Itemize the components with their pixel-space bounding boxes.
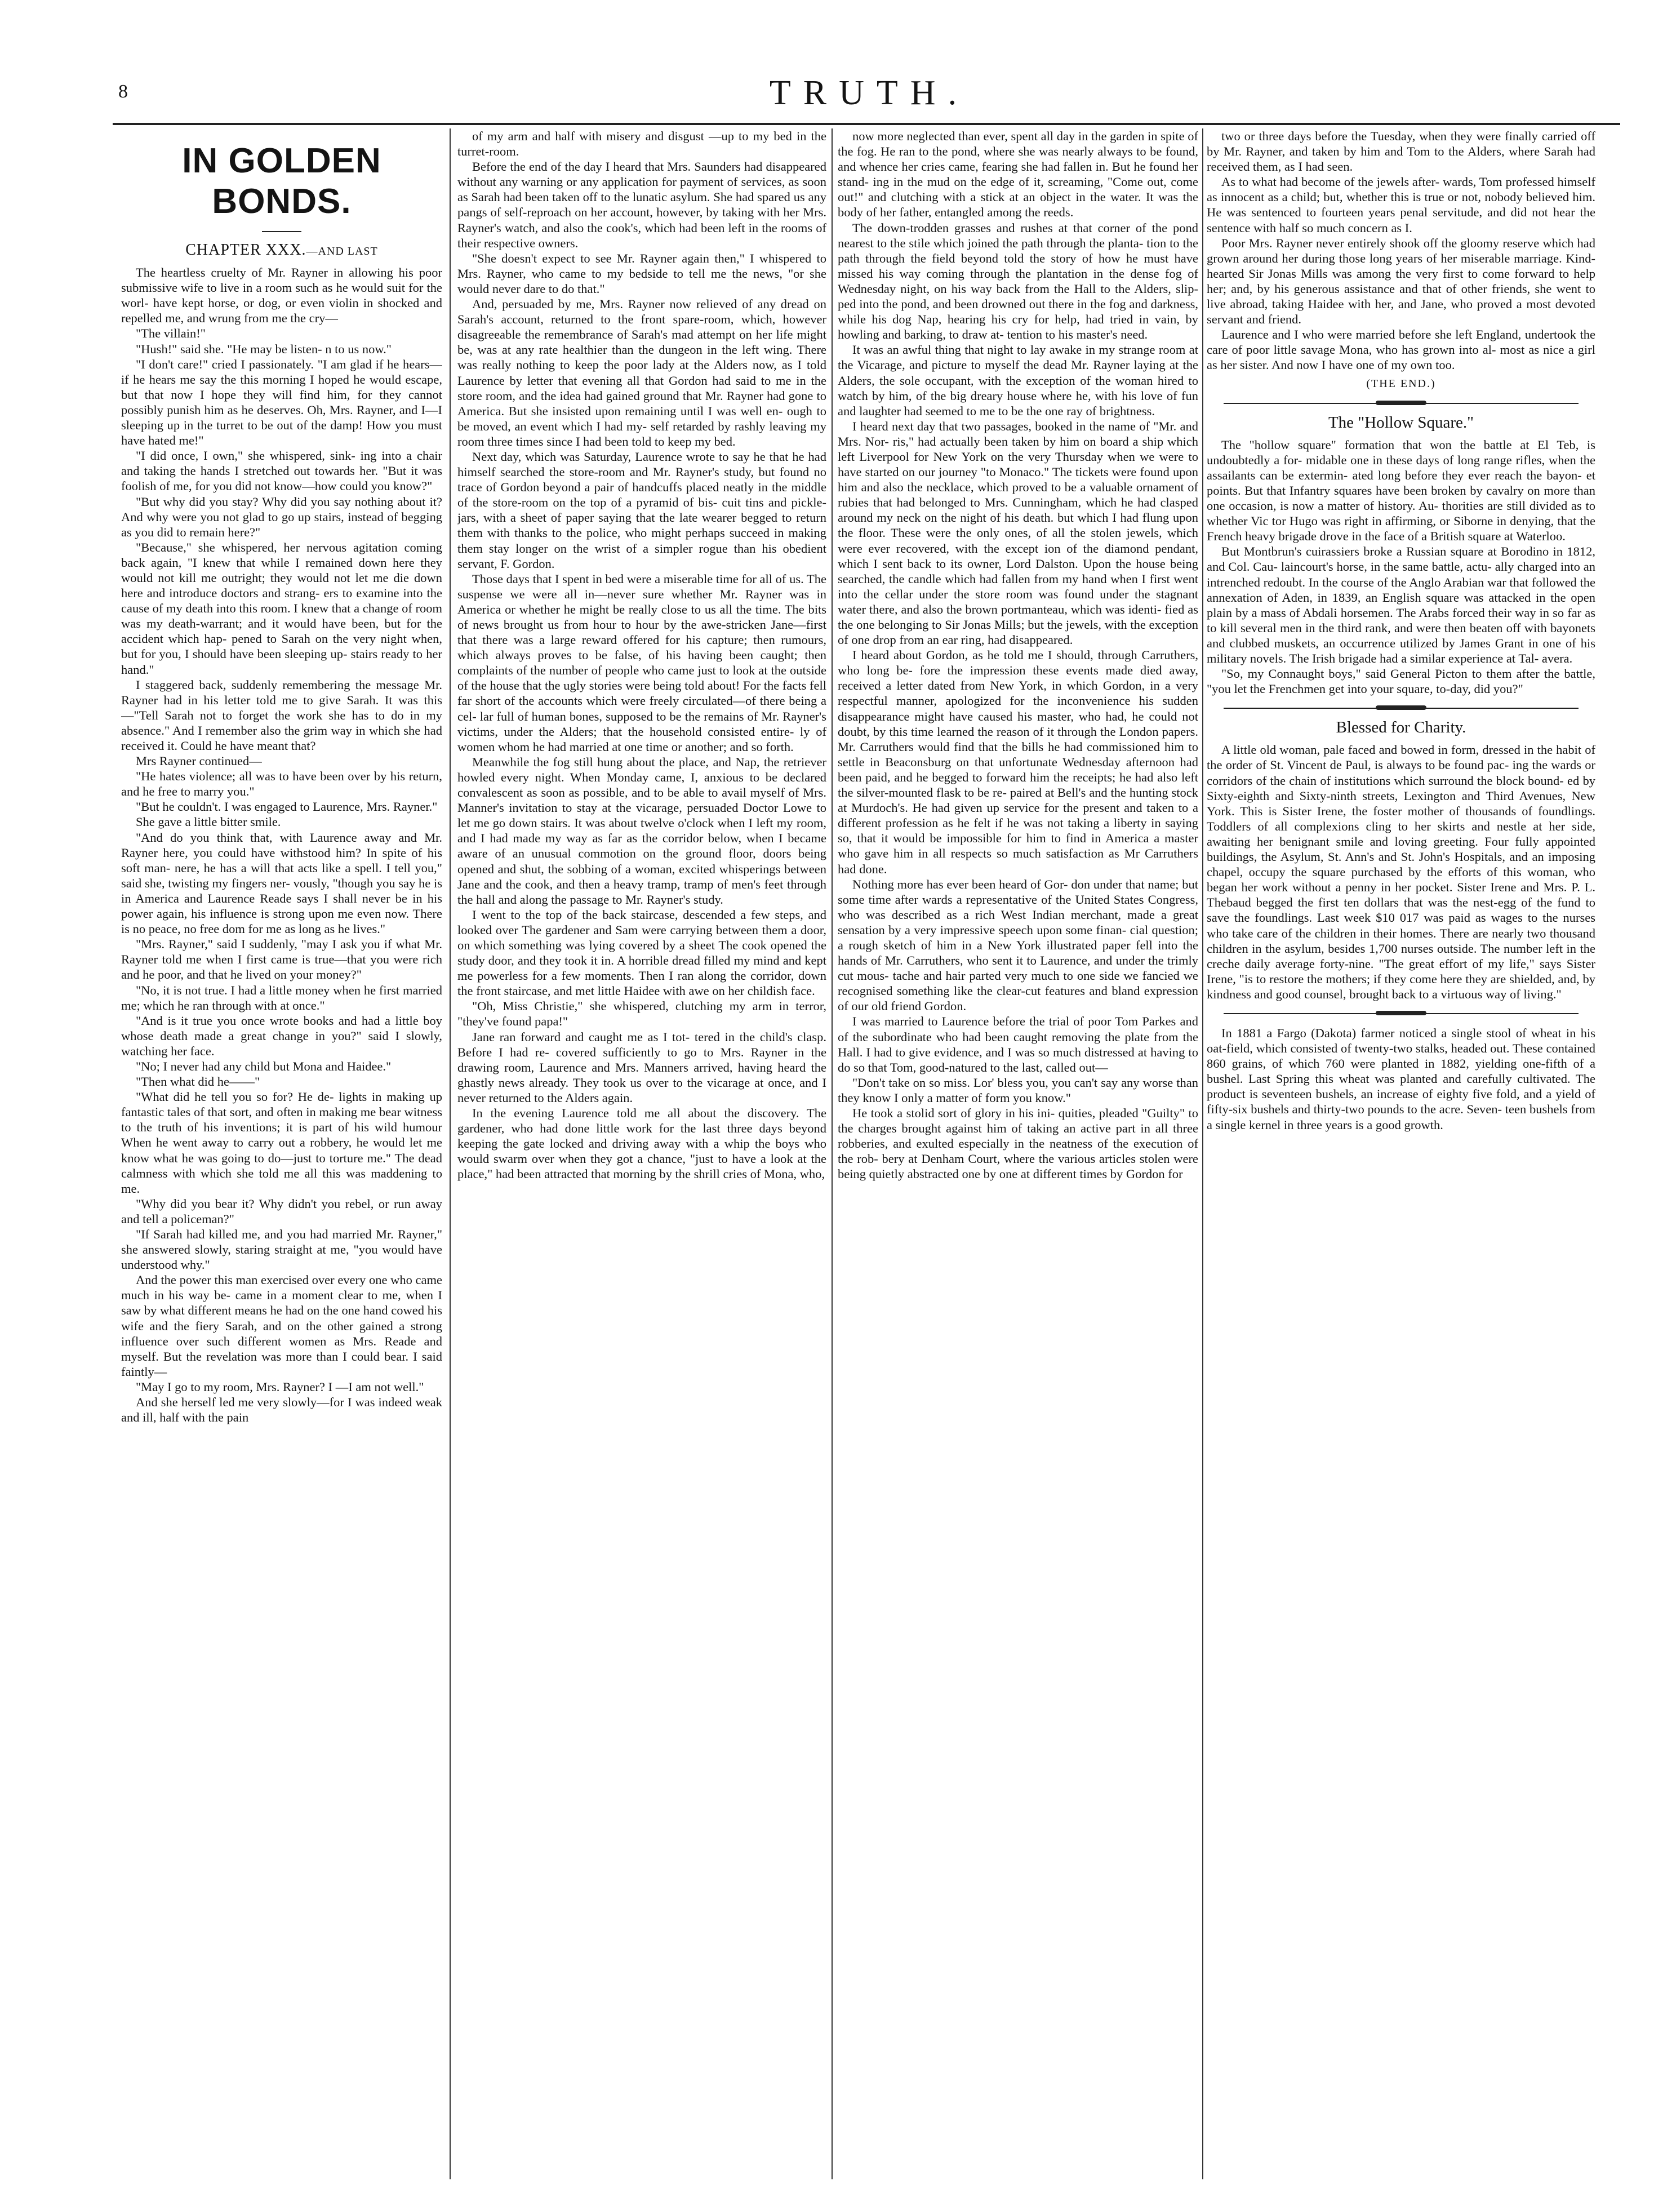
masthead-rule bbox=[113, 123, 1620, 125]
story-paragraph: I was married to Laurence before the trial of poor Tom Parkes and of the subordinate who had been caught removing the plate from the Hall. I had to give evidence, and I was so much distressed at having to do so that Tom, good-natured to the last, called out— bbox=[838, 1014, 1198, 1074]
section-separator bbox=[1207, 399, 1595, 407]
hollow-square-paragraph: The "hollow square" formation that won the battle at El Teb, is undoubtedly a for- midable one in these days of long range rifles, when the assailants can be extermin- ated long before they ever reach the bayon- et points. But that Infantry squares have been broken by cavalry on more than one occasion, is now a matter of history. Au- thorities are still divided as to whether Vic tor Hugo was right in affirming, or Siborne in denying, that the French heavy brigade drove in the face of a British square at Waterloo. bbox=[1207, 437, 1595, 544]
column-rule bbox=[832, 128, 833, 2179]
story-paragraph: He took a stolid sort of glory in his ini- quities, pleaded "Guilty" to the charges brought against him of taking an active part in all three robberies, and exulted especially in the neatness of the execution of the rob- bery at Denham Court, where the various articles stolen were being quietly abstracted one by one at different times by Gordon for bbox=[838, 1106, 1198, 1181]
story-paragraph: Nothing more has ever been heard of Gor- don under that name; but some time after wards a representative of the United States Congress, who was described as a rich West Indian merchant, made a great sensation by a very impressive speech upon some finan- cial question; a rough sketch of him in a New York illustrated paper fell into the hands of Mr. Carruthers, who sent it to Laurence, and under the trimly cut mous- tache and hair parted very much to one side we fancied we recognised something like the clear-cut features and bland expression of our old friend Gordon. bbox=[838, 877, 1198, 1014]
story-paragraph: "If Sarah had killed me, and you had married Mr. Rayner," she answered slowly, staring straight at me, "you would have understood why." bbox=[121, 1227, 442, 1272]
story-paragraph: "But why did you stay? Why did you say nothing about it? And why were you not glad to go up stairs, instead of begging as you did to remain here?" bbox=[121, 494, 442, 539]
column-2 bbox=[457, 128, 826, 2179]
story-paragraph: "She doesn't expect to see Mr. Rayner again then," I whispered to Mrs. Rayner, who came to my bedside to tell me the news, "or she would never dare to do that." bbox=[457, 251, 826, 296]
story-paragraph: I went to the top of the back staircase, descended a few steps, and looked over The gardener and Sam were carrying between them a door, on which something was lying covered by a sheet The cook opened the study door, and they took it in. A horrible dread filled my mind and kept me powerless for a few moments. Then I ran along the corridor, down the front staircase, and met little Haidee with awe on her childish face. bbox=[457, 907, 826, 998]
story-paragraph: "No, it is not true. I had a little money when he first married me; which he ran through with at once." bbox=[121, 983, 442, 1012]
story-paragraph: I heard about Gordon, as he told me I should, through Carruthers, who long be- fore the impression these events made died away, received a letter dated from New York, in which Gordon, in a very respectful manner, apologized for the inconvenience his sudden disappearance might have caused his master, who had, he could not doubt, by this time learned the reason of it through the London papers. Mr. Carruthers would find that the bills he had commissioned him to settle in Beaconsburg on that unfortunate Wednesday afternoon had been paid, and he begged to forward him the receipts; he had also left the silver-mounted flask to be re- paired at Bell's and the hunting stock at Murdoch's. He had given up service for the present and taken to a different profession as he felt if he was not taking a liberty in saying so, that it would be impossible for him to find in America a master who gave him in all respects so much satisfaction as Mr Carruthers had done. bbox=[838, 648, 1198, 876]
story-paragraph: "And do you think that, with Laurence away and Mr. Rayner here, you could have withstood him? In spite of his soft man- nere, he has a will that acts like a spell. I tell you," said she, twisting my fingers ner- vously, "though you say he is in America and Laurence Reade says I shall never be in his power again, his influence is strong upon me even now. There is no peace, no free dom for me as long as he lives." bbox=[121, 830, 442, 936]
story-paragraph: The down-trodden grasses and rushes at that corner of the pond nearest to the stile which joined the path through the planta- tion to the path through the field beyond told the story of how he must have missed his way coming through the plantation in the dense fog of Wednesday night, on his way back from the Hall to the Alders, slip- ped into the pond, and been drowned out there in the fog and darkness, while his dog Nap, hearing his cry for help, had tried in vain, by howling and barking, to draw at- tention to his master's need. bbox=[838, 220, 1198, 342]
hollow-square-paragraph: "So, my Connaught boys," said General Picton to them after the battle, "you let the Frenchmen get into your square, to-day, did you?" bbox=[1207, 667, 1595, 696]
story-paragraph: Laurence and I who were married before she left England, undertook the care of poor little savage Mona, who has grown into al- most as nice a girl as her sister. And now I have one of my own too. bbox=[1207, 327, 1595, 372]
newspaper-title: TRUTH. bbox=[769, 74, 970, 112]
wheat-paragraph: In 1881 a Fargo (Dakota) farmer noticed a single stool of wheat in his oat-field, which consisted of twenty-two stalks, headed out. These contained 860 grains, of which 760 were planted in 1882, yielding one-fifth of a bushel. Last Spring this wheat was planted and carefully cultivated. The product is seventeen bushels, an increase of eighty five fold, and a yield of fifty-six bushels and thirty-two pounds to the acre. Seven- teen bushels from a single kernel in three years is a good growth. bbox=[1207, 1025, 1595, 1132]
story-end-mark: (THE END.) bbox=[1366, 377, 1436, 390]
story-paragraph: "I did once, I own," she whispered, sink- ing into a chair and taking the hands I stretched out towards her. "But it was foolish of me, for you did not know—how could you know?" bbox=[121, 448, 442, 494]
chapter-suffix: —AND LAST bbox=[306, 245, 378, 257]
story-paragraph: "Because," she whispered, her nervous agitation coming back again, "I knew that while I remained down here they would not kill me outright; they would not let me die down here and introduce doctors and strang- ers to examine into the cause of my death into this room. I knew that a change of room was my death-warrant; and it would have been, but for the accident which hap- pened to Sarah on the very night when, but for you, I should have been sleeping up- stairs ready to her hand." bbox=[121, 540, 442, 677]
story-paragraph: "He hates violence; all was to have been over by his return, and he free to marry you." bbox=[121, 769, 442, 799]
column-rule bbox=[450, 128, 451, 2179]
section-separator bbox=[1207, 704, 1595, 712]
story-paragraph: "Hush!" said she. "He may be listen- n to us now." bbox=[136, 341, 392, 356]
story-paragraph: "What did he tell you so for? He de- lights in making up fantastic tales of that sort, and often in making me bear witness to the truth of his inventions; it is part of his wild humour When he went away to carry out a robbery, he would let me know what he was going to do—just to torture me." The dead calmness with which she told me all this was maddening to me. bbox=[121, 1090, 442, 1196]
charity-paragraph: A little old woman, pale faced and bowed in form, dressed in the habit of the order of St. Vincent de Paul, is always to be found pac- ing the wards or corridors of the chain of institutions which surround the block bound- ed by Sixty-eighth and Sixty-ninth streets, Lexington and Third Avenues, New York. This is Sister Irene, the foster mother of thousands of foundlings. Toddlers of all complexions cling to her skirts and nestle at her side, awaiting her benignant smile and loving greeting. Four fully appointed buildings, the Asylum, St. Ann's and St. John's Hospitals, and an imposing chapel, occupy the square purchased by the efforts of this woman, who began her work without a penny in her pocket. Sister Irene and Mrs. P. L. Thebaud begged the first ten dollars that was the nest-egg of the fund to save the foundlings. Last week $10 017 was paid as wages to the nurses who take care of the children in their homes. There are nearly two thousand children in the asylum, besides 1,700 nurses outside. The number left in the creche daily average forty-nine. "The great effort of my life," says Sister Irene, "is to restore the mothers; if they come here they are shielded, and, by kindness and good counsel, brought back to a virtuous way of living." bbox=[1207, 743, 1595, 1001]
story-paragraph: Poor Mrs. Rayner never entirely shook off the gloomy reserve which had grown around her during those long years of her miserable marriage. Kind-hearted Sir Jonas Mills was among the very first to come forward to help her; and, by his generous assistance and that of other friends, she went to live abroad, taking Haidee with her, and Jane, who proved a most devoted servant and friend. bbox=[1207, 236, 1595, 327]
story-headline: IN GOLDEN BONDS. bbox=[182, 141, 381, 221]
story-paragraph: two or three days before the Tuesday, when they were finally carried off by Mr. Rayner, and taken by him and Tom to the Alders, where Sarah had received them, as I had seen. bbox=[1207, 129, 1595, 174]
story-paragraph: "Oh, Miss Christie," she whispered, clutching my arm in terror, "they've found papa!" bbox=[457, 999, 826, 1029]
charity-heading: Blessed for Charity. bbox=[1336, 718, 1466, 737]
column-4 bbox=[1207, 128, 1595, 2179]
story-paragraph: "No; I never had any child but Mona and Haidee." bbox=[136, 1059, 392, 1073]
story-paragraph: "And is it true you once wrote books and had a little boy whose death made a great change in you?" said I slowly, watching her face. bbox=[121, 1013, 442, 1058]
chapter-heading bbox=[121, 242, 442, 259]
story-paragraph: now more neglected than ever, spent all day in the garden in spite of the fog. He ran to the pond, where she was nearly always to be found, and whence her cries came, fearing she had fallen in. But he found her stand- ing in the mud on the edge of it, screaming, "Come out, come out!" and clutching with a stick at an object in the water. It was the body of her father, entangled among the reeds. bbox=[838, 129, 1198, 220]
story-paragraph: "Then what did he——" bbox=[136, 1074, 260, 1089]
story-paragraph: I staggered back, suddenly remembering the message Mr. Rayner had in his letter told me to give Sarah. It was this—"Tell Sarah not to forget the work she has to do in my absence." And I remember also the grim way in which she had received it. Could he have meant that? bbox=[121, 677, 442, 753]
story-paragraph: Jane ran forward and caught me as I tot- tered in the child's clasp. Before I had re- covered sufficiently to go to Mrs. Rayner in the drawing room, Laurence and Mrs. Manners arrived, having heard the ghastly news already. They took us over to the vicarage at once, and I never returned to the Alders again. bbox=[457, 1029, 826, 1105]
story-paragraph: And she herself led me very slowly—for I was indeed weak and ill, half with the pain bbox=[121, 1395, 442, 1425]
story-paragraph: It was an awful thing that night to lay awake in my strange room at the Vicarage, and picture to myself the dead Mr. Rayner laying at the Alders, the sole occupant, with the exception of the woman hired to watch by him, of the big dreary house where he, with his love of fun and laughter had seemed to me to be the one ray of brightness. bbox=[838, 343, 1198, 418]
story-paragraph: I heard next day that two passages, booked in the name of "Mr. and Mrs. Nor- ris," had actually been taken by him on board a ship which left Liverpool for New York on the very Thursday when we were to have started on our journey "to Monaco." The tickets were found upon him and also the necklace, which proved to be a valuable ornament of rubies that had belonged to Mrs. Cunningham, which he had clasped around my neck on the night of his death. but which I had flung upon the floor. These were the only ones, of all the stolen jewels, which were ever recovered, with the except ion of the diamond pendant, which I sent back to its owner, Lord Dalston. Upon the house being searched, the candle which had fallen from my hand when I first went into the cellar under the store room was found under the stagnant water there, and also the brown portmanteau, which was identi- fied as the one belonging to Sir Jonas Mills; but the jewels, with the exception of one drop from an ear ring, had disappeared. bbox=[838, 419, 1198, 647]
story-paragraph: And the power this man exercised over every one who came much in his way be- came in a moment clear to me, when I saw by what different means he had on the one hand cowed his wife and the fiery Sarah, and on the other gained a strong influence over such different women as Mrs. Reade and myself. But the revelation was more than I could bear. I said faintly— bbox=[121, 1273, 442, 1379]
story-paragraph: "I don't care!" cried I passionately. "I am glad if he hears—if he hears me say the this morning I hoped he would escape, but that now I hope they will find him, for they cannot possibly punish him as he deserves. Oh, Mrs. Rayner, and I—I sleeping up in the turret to be out of the damp! How you must have hated me!" bbox=[121, 357, 442, 448]
column-1 bbox=[121, 128, 442, 2179]
story-paragraph: In the evening Laurence told me all about the discovery. The gardener, who had done little work for the last three days beyond keeping the gate locked and driving away with a whip the boys who would swarm over when they got a chance, "just to have a look at the place," had been attracted that morning by the shrill cries of Mona, who, bbox=[457, 1106, 826, 1181]
headline-rule bbox=[262, 231, 301, 232]
story-paragraph: Those days that I spent in bed were a miserable time for all of us. The suspense we were all in—never sure whether Mr. Rayner was in America or whether he might be really close to us all the time. The bits of news brought us from hour to hour by the awe-stricken Jane—first that there was a large reward offered for his capture; then rumours, which always proves to be false, of his having been caught; then complaints of the number of people who came just to look at the outside of the house that the ugly stories were being told about! For the facts fell far short of the accounts which were freely circulated—of there being a cel- lar full of human bones, supposed to be the remains of Mr. Rayner's victims, under the Alders; that the household consisted entire- ly of women whom he had married at one time or another; and so forth. bbox=[457, 571, 826, 754]
column-3 bbox=[838, 128, 1198, 2179]
story-paragraph: She gave a little bitter smile. bbox=[136, 815, 281, 829]
story-paragraph: As to what had become of the jewels after- wards, Tom professed himself as innocent as a child; but, whether this is true or not, nobody believed him. He was sentenced to fourteen years penal servitude, and did not hear the sentence with half so much concern as I. bbox=[1207, 175, 1595, 235]
column-rule bbox=[1202, 128, 1203, 2179]
hollow-square-paragraph: But Montbrun's cuirassiers broke a Russian square at Borodino in 1812, and Col. Cau- laincourt's horse, in the same battle, actu- ally charged into an intrenched redoubt. In the course of the Anglo Arabian war that followed the annexation of Aden, in 1839, an English square was attacked in the open plain by a mass of Abdali horsemen. The Arabs forced their way in so far as to kill several men in the third rank, and were then beaten off with bayonets and clubbed muskets, an occurrence utilized by James Grant in one of his military novels. The Irish brigade had a similar experience at Tal- avera. bbox=[1207, 544, 1595, 665]
section-separator bbox=[1207, 1010, 1595, 1018]
story-paragraph: Mrs Rayner continued— bbox=[136, 754, 262, 769]
story-paragraph: "But he couldn't. I was engaged to Laurence, Mrs. Rayner." bbox=[136, 799, 438, 814]
story-paragraph: "May I go to my room, Mrs. Rayner? I —I am not well." bbox=[136, 1379, 424, 1394]
chapter-number: CHAPTER XXX. bbox=[185, 241, 306, 259]
story-paragraph: "The villain!" bbox=[136, 326, 206, 341]
story-paragraph: Meanwhile the fog still hung about the place, and Nap, the retriever howled every night. When Monday came, I, anxious to be declared convalescent as soon as possible, and to be able to avail myself of Mrs. Manner's invitation to stay at the vicarage, persuaded Doctor Lowe to let me go down stairs. It was about twelve o'clock when I left my room, and I had made my way as far as the corridor below, when I became aware of an unusual commotion on the ground floor, doors being opened and shut, the sobbing of a woman, excited whisperings between Jane and the cook, and then a heavy tramp, tramp of men's feet through the hall and along the passage to Mr. Rayner's study. bbox=[457, 754, 826, 907]
story-paragraph: "Why did you bear it? Why didn't you rebel, or run away and tell a policeman?" bbox=[121, 1196, 442, 1226]
story-paragraph: Next day, which was Saturday, Laurence wrote to say he that he had himself searched the store-room and Mr. Rayner's study, but found no trace of Gordon beyond a pair of handcuffs placed neatly in the middle of the store-room on the top of a pyramid of bis- cuit tins and pickle-jars, with a sheet of paper saying that the late wearer begged to return them with thanks to the police, who might perhaps succeed in making them stay longer on the wrist of a simpler rogue than his obedient servant, F. Gordon. bbox=[457, 449, 826, 571]
story-paragraph: "Mrs. Rayner," said I suddenly, "may I ask you if what Mr. Rayner told me when I first came is true—that you were rich and he poor, and that he lived on your money?" bbox=[121, 937, 442, 982]
story-paragraph: Before the end of the day I heard that Mrs. Saunders had disappeared without any warning or any application for payment of services, as soon as Sarah had been taken off to the lunatic asylum. She had spared us any pangs of self-reproach on her account, however, by taking with her Mrs. Rayner's watch, and also the cook's, which had been left in the rooms of their respective owners. bbox=[457, 159, 826, 250]
story-paragraph: The heartless cruelty of Mr. Rayner in allowing his poor submissive wife to live in a room such as he would suit for the worl- have kept horse, or dog, or even violin in shocked and repelled me, and wrung from me the cry— bbox=[121, 265, 442, 326]
page-number: 8 bbox=[118, 81, 128, 102]
masthead bbox=[118, 73, 1620, 113]
hollow-square-heading: The "Hollow Square." bbox=[1328, 413, 1474, 432]
story-paragraph: And, persuaded by me, Mrs. Rayner now relieved of any dread on Sarah's account, returned to the front spare-room, which, however disagreeable the remembrance of Sarah's mad attempt on her life might be, was at any rate healthier than the dungeon in the left wing. There was really nothing to keep the poor lady at the Alders now, as I told Laurence by letter that evening all that Gordon had said to me in the store room, and the idea had gained ground that Mr. Rayner had gone to America. But she insisted upon remaining until I was well en- ough to be moved, an event which I had my- self retarded by rashly leaving my room three times since I had been told to keep my bed. bbox=[457, 297, 826, 448]
story-paragraph: of my arm and half with misery and disgust —up to my bed in the turret-room. bbox=[457, 129, 826, 159]
story-paragraph: "Don't take on so miss. Lor' bless you, you can't say any worse than they know I only a matter of form you know." bbox=[838, 1075, 1198, 1105]
